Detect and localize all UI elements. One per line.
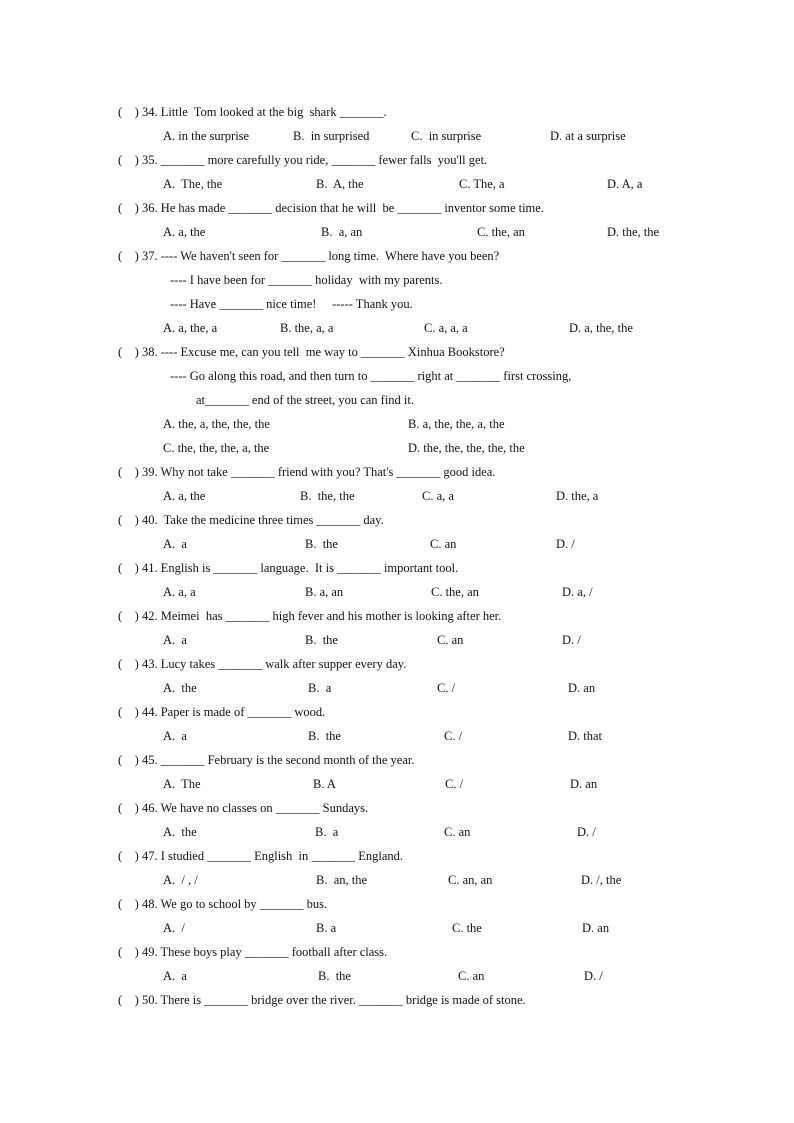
option-c: C. a, a, a: [424, 321, 468, 335]
question-stem: ( ) 45. _______ February is the second month of the year.: [118, 753, 415, 767]
option-d: D. an: [582, 921, 610, 935]
option-b: B. the: [308, 729, 341, 743]
option-b: B. a: [308, 681, 332, 695]
option-b: B. A: [313, 777, 336, 791]
option-a: A. a, the: [163, 225, 206, 239]
option-c: C. the, the, the, a, the: [163, 441, 270, 455]
option-a: A. / , /: [163, 873, 198, 887]
option-c: C. the, an: [477, 225, 525, 239]
option-d: D. /: [562, 633, 581, 647]
question-stem: ( ) 36. He has made _______ decision that he will be _______ inventor some time.: [118, 201, 544, 215]
option-c: C. in surprise: [411, 129, 482, 143]
option-c: C. /: [437, 681, 456, 695]
option-b: B. a: [315, 825, 339, 839]
option-b: B. A, the: [316, 177, 364, 191]
option-c: C. /: [444, 729, 463, 743]
option-d: D. the, a: [556, 489, 599, 503]
option-b: B. the, the: [300, 489, 355, 503]
option-d: D. an: [568, 681, 596, 695]
option-a: A. the, a, the, the, the: [163, 417, 270, 431]
option-a: A. in the surprise: [163, 129, 250, 143]
option-d: D. a, the, the: [569, 321, 633, 335]
option-a: A. the: [163, 825, 197, 839]
question-stem-continuation: ---- Go along this road, and then turn to _______ right at _______ first crossing,: [170, 369, 572, 383]
option-b: B. the: [305, 537, 338, 551]
question-stem-continuation: ---- I have been for _______ holiday with my parents.: [170, 273, 443, 287]
option-c: C. an: [444, 825, 471, 839]
option-d: D. /: [577, 825, 596, 839]
option-c: C. a, a: [422, 489, 454, 503]
question-stem: ( ) 46. We have no classes on _______ Sundays.: [118, 801, 369, 815]
option-d: D. A, a: [607, 177, 643, 191]
option-d: D. the, the, the, the, the: [408, 441, 525, 455]
question-stem: ( ) 40. Take the medicine three times _______ day.: [118, 513, 384, 527]
option-c: C. /: [445, 777, 464, 791]
option-b: B. a, an: [305, 585, 344, 599]
option-a: A. a: [163, 969, 187, 983]
question-stem-continuation: at_______ end of the street, you can find it.: [196, 393, 414, 407]
option-b: B. in surprised: [293, 129, 370, 143]
option-c: C. an: [430, 537, 457, 551]
option-c: C. the: [452, 921, 482, 935]
option-c: C. the, an: [431, 585, 479, 599]
option-d: D. an: [570, 777, 598, 791]
option-a: A. The: [163, 777, 201, 791]
option-b: B. an, the: [316, 873, 368, 887]
option-b: B. the: [318, 969, 351, 983]
question-stem: ( ) 41. English is _______ language. It is _______ important tool.: [118, 561, 459, 575]
question-stem: ( ) 48. We go to school by _______ bus.: [118, 897, 328, 911]
option-d: D. that: [568, 729, 603, 743]
option-b: B. the: [305, 633, 338, 647]
question-stem-continuation: ---- Have _______ nice time! ----- Thank you.: [170, 297, 413, 311]
question-stem: ( ) 47. I studied _______ English in _______ England.: [118, 849, 404, 863]
question-stem: ( ) 43. Lucy takes _______ walk after supper every day.: [118, 657, 407, 671]
option-c: C. an, an: [448, 873, 493, 887]
question-stem: ( ) 38. ---- Excuse me, can you tell me way to _______ Xinhua Bookstore?: [118, 345, 505, 359]
option-a: A. a, the: [163, 489, 206, 503]
option-a: A. a: [163, 729, 187, 743]
option-d: D. the, the: [607, 225, 660, 239]
option-d: D. a, /: [562, 585, 593, 599]
option-b: B. a, an: [321, 225, 363, 239]
option-c: C. an: [458, 969, 485, 983]
option-a: A. The, the: [163, 177, 223, 191]
question-stem: ( ) 34. Little Tom looked at the big shark _______.: [118, 105, 387, 119]
option-a: A. a, a: [163, 585, 196, 599]
option-a: A. /: [163, 921, 185, 935]
option-c: C. The, a: [459, 177, 505, 191]
question-stem: ( ) 35. _______ more carefully you ride, _______ fewer falls you'll get.: [118, 153, 488, 167]
option-b: B. a, the, the, a, the: [408, 417, 505, 431]
option-c: C. an: [437, 633, 464, 647]
option-a: A. a: [163, 633, 187, 647]
question-stem: ( ) 42. Meimei has _______ high fever and his mother is looking after her.: [118, 609, 502, 623]
option-a: A. a, the, a: [163, 321, 218, 335]
option-b: B. a: [316, 921, 337, 935]
question-stem: ( ) 39. Why not take _______ friend with you? That's _______ good idea.: [118, 465, 496, 479]
option-d: D. /: [556, 537, 575, 551]
option-d: D. at a surprise: [550, 129, 626, 143]
question-stem: ( ) 50. There is _______ bridge over the river. _______ bridge is made of stone.: [118, 993, 526, 1007]
option-d: D. /: [584, 969, 603, 983]
question-stem: ( ) 49. These boys play _______ football after class.: [118, 945, 388, 959]
question-stem: ( ) 37. ---- We haven't seen for _______ long time. Where have you been?: [118, 249, 500, 263]
question-stem: ( ) 44. Paper is made of _______ wood.: [118, 705, 326, 719]
option-d: D. /, the: [581, 873, 622, 887]
option-b: B. the, a, a: [280, 321, 334, 335]
option-a: A. a: [163, 537, 187, 551]
option-a: A. the: [163, 681, 197, 695]
